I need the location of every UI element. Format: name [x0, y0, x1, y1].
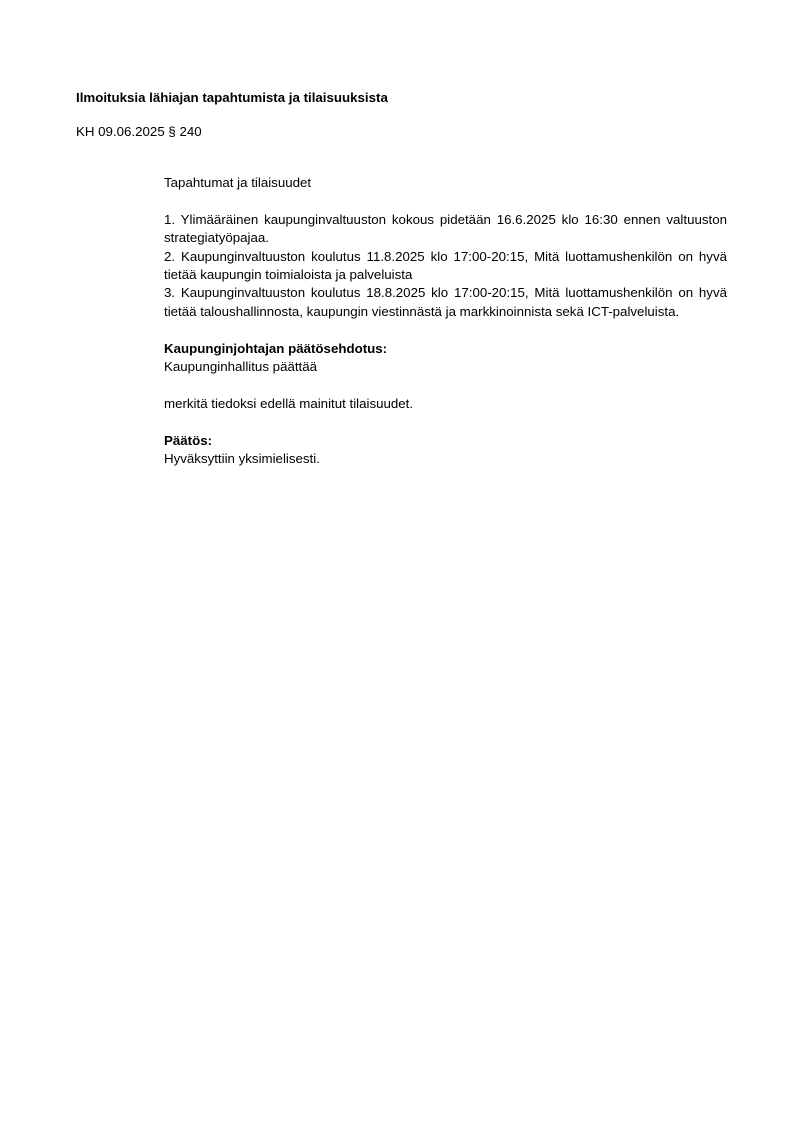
event-item-3: 3. Kaupunginvaltuuston koulutus 18.8.2025 klo 17:00-20:15, Mitä luottamushenkilön on hyvä tietää taloushallinnosta, kaupungin viestinnästä ja markkinoinnista sekä ICT-palveluista.	[164, 285, 727, 319]
decision-text: Hyväksyttiin yksimielisesti.	[164, 451, 320, 467]
meeting-reference: KH 09.06.2025 § 240	[76, 124, 202, 139]
document-body	[164, 174, 727, 468]
document-title: Ilmoituksia lähiajan tapahtumista ja tilaisuuksista	[76, 90, 388, 105]
event-item-1: 1. Ylimääräinen kaupunginvaltuuston kokous pidetään 16.6.2025 klo 16:30 ennen valtuuston strategiatyöpajaa.	[164, 211, 727, 246]
event-item-2: 2. Kaupunginvaltuuston koulutus 11.8.2025 klo 17:00-20:15, Mitä luottamushenkilön on hyvä tietää kaupungin toimialoista ja palveluista	[164, 248, 727, 283]
proposal-text: merkitä tiedoksi edellä mainitut tilaisuudet.	[164, 395, 414, 411]
proposal-intro: Kaupunginhallitus päättää	[164, 359, 318, 375]
proposal-heading: Kaupunginjohtajan päätösehdotus:	[164, 340, 388, 356]
decision-heading: Päätös:	[164, 432, 213, 448]
section-heading: Tapahtumat ja tilaisuudet	[164, 175, 312, 190]
